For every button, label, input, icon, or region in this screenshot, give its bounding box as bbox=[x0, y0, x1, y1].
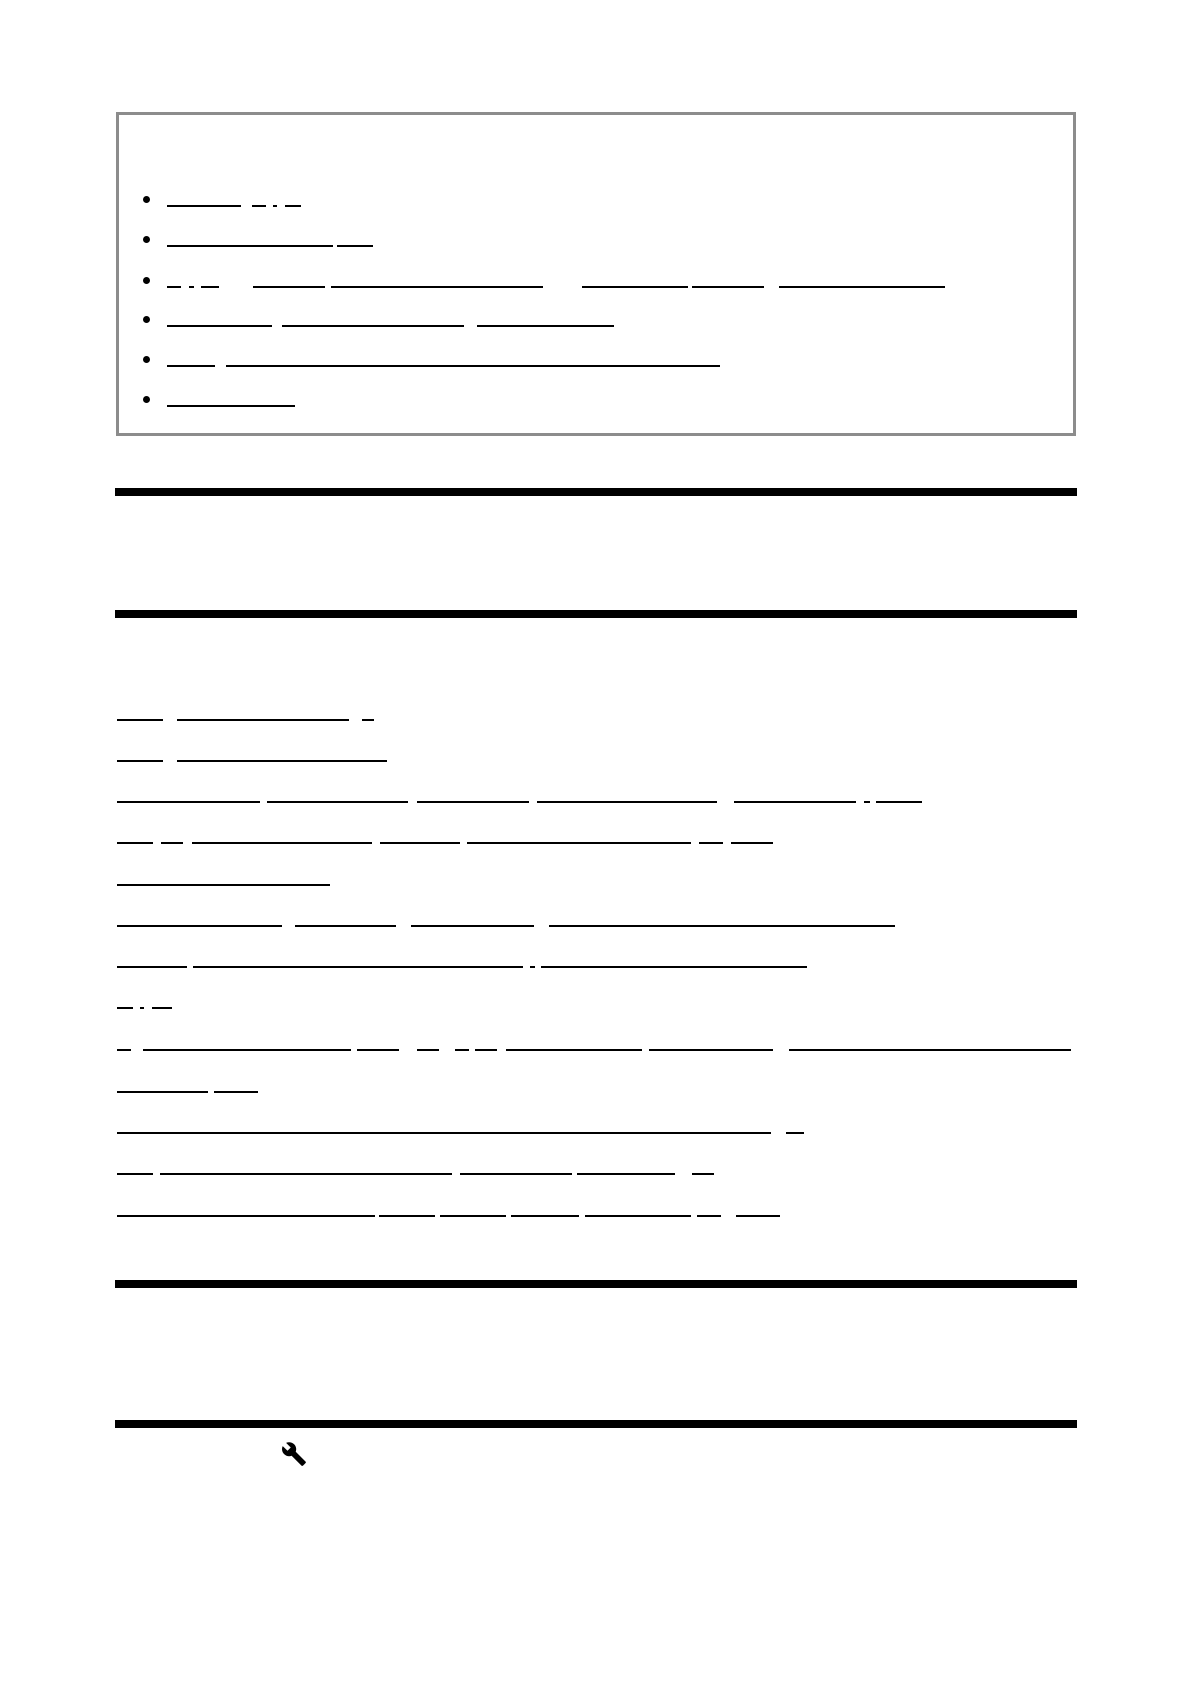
link-underline[interactable] bbox=[192, 842, 372, 844]
link-underline[interactable] bbox=[226, 365, 720, 367]
link-underline[interactable] bbox=[692, 286, 764, 288]
link-underline[interactable] bbox=[337, 245, 373, 247]
link-underline[interactable] bbox=[161, 842, 183, 844]
link-underline[interactable] bbox=[379, 1215, 435, 1217]
link-underline[interactable] bbox=[273, 205, 277, 207]
section-rule-bottom bbox=[115, 1420, 1077, 1428]
link-underline[interactable] bbox=[577, 1173, 675, 1175]
link-underline[interactable] bbox=[160, 1173, 452, 1175]
link-underline[interactable] bbox=[167, 405, 295, 407]
link-underline[interactable] bbox=[167, 205, 241, 207]
link-underline[interactable] bbox=[117, 1132, 771, 1134]
link-underline[interactable] bbox=[537, 801, 717, 803]
section-rule-top bbox=[115, 1280, 1077, 1288]
link-underline[interactable] bbox=[380, 842, 460, 844]
link-underline[interactable] bbox=[189, 286, 194, 288]
link-underline[interactable] bbox=[357, 1049, 399, 1051]
link-underline[interactable] bbox=[117, 801, 260, 803]
link-underline[interactable] bbox=[143, 1049, 351, 1051]
link-underline[interactable] bbox=[117, 966, 187, 968]
link-underline[interactable] bbox=[117, 925, 282, 927]
link-underline[interactable] bbox=[117, 760, 163, 762]
link-underline[interactable] bbox=[467, 842, 691, 844]
link-underline[interactable] bbox=[692, 1173, 714, 1175]
link-underline[interactable] bbox=[864, 801, 870, 803]
link-underline[interactable] bbox=[177, 719, 349, 721]
link-underline[interactable] bbox=[253, 286, 325, 288]
link-underline[interactable] bbox=[193, 966, 523, 968]
link-underline[interactable] bbox=[201, 286, 219, 288]
link-underline[interactable] bbox=[167, 365, 215, 367]
link-underline[interactable] bbox=[117, 1049, 131, 1051]
link-underline[interactable] bbox=[117, 884, 330, 886]
bullet-icon bbox=[143, 356, 150, 363]
bullet-icon bbox=[143, 196, 150, 203]
link-underline[interactable] bbox=[331, 286, 543, 288]
link-underline[interactable] bbox=[511, 1215, 579, 1217]
link-underline[interactable] bbox=[295, 925, 396, 927]
section-rule-top bbox=[115, 488, 1077, 496]
link-underline[interactable] bbox=[140, 1007, 144, 1009]
bullet-icon bbox=[143, 277, 150, 284]
link-underline[interactable] bbox=[285, 205, 301, 207]
link-underline[interactable] bbox=[789, 1049, 1071, 1051]
link-underline[interactable] bbox=[167, 245, 333, 247]
link-underline[interactable] bbox=[475, 1049, 497, 1051]
link-underline[interactable] bbox=[455, 1049, 469, 1051]
link-underline[interactable] bbox=[440, 1215, 506, 1217]
link-underline[interactable] bbox=[177, 760, 387, 762]
link-underline[interactable] bbox=[541, 966, 807, 968]
link-underline[interactable] bbox=[779, 286, 945, 288]
link-underline[interactable] bbox=[736, 1215, 780, 1217]
link-underline[interactable] bbox=[417, 1049, 439, 1051]
wrench-icon bbox=[281, 1441, 307, 1467]
link-underline[interactable] bbox=[117, 1215, 375, 1217]
link-underline[interactable] bbox=[167, 286, 181, 288]
link-underline[interactable] bbox=[117, 842, 153, 844]
link-underline[interactable] bbox=[699, 842, 723, 844]
bullet-icon bbox=[143, 396, 150, 403]
link-underline[interactable] bbox=[734, 801, 856, 803]
link-underline[interactable] bbox=[214, 1091, 258, 1093]
bullet-icon bbox=[143, 236, 150, 243]
link-underline[interactable] bbox=[549, 925, 895, 927]
link-underline[interactable] bbox=[786, 1132, 804, 1134]
link-underline[interactable] bbox=[411, 925, 534, 927]
toc-box bbox=[116, 112, 1076, 436]
link-underline[interactable] bbox=[267, 801, 408, 803]
link-underline[interactable] bbox=[460, 1173, 572, 1175]
link-underline[interactable] bbox=[477, 325, 614, 327]
link-underline[interactable] bbox=[731, 842, 773, 844]
link-underline[interactable] bbox=[117, 719, 163, 721]
link-underline[interactable] bbox=[697, 1215, 721, 1217]
link-underline[interactable] bbox=[117, 1091, 208, 1093]
link-underline[interactable] bbox=[117, 1007, 133, 1009]
link-underline[interactable] bbox=[362, 719, 374, 721]
link-underline[interactable] bbox=[117, 1173, 153, 1175]
link-underline[interactable] bbox=[167, 325, 272, 327]
link-underline[interactable] bbox=[585, 1215, 691, 1217]
link-underline[interactable] bbox=[649, 1049, 773, 1051]
link-underline[interactable] bbox=[152, 1007, 172, 1009]
section-rule-bottom bbox=[115, 610, 1077, 618]
link-underline[interactable] bbox=[417, 801, 529, 803]
bullet-icon bbox=[143, 316, 150, 323]
link-underline[interactable] bbox=[876, 801, 922, 803]
link-underline[interactable] bbox=[506, 1049, 642, 1051]
link-underline[interactable] bbox=[282, 325, 464, 327]
link-underline[interactable] bbox=[252, 205, 266, 207]
link-underline[interactable] bbox=[530, 966, 535, 968]
link-underline[interactable] bbox=[582, 286, 688, 288]
